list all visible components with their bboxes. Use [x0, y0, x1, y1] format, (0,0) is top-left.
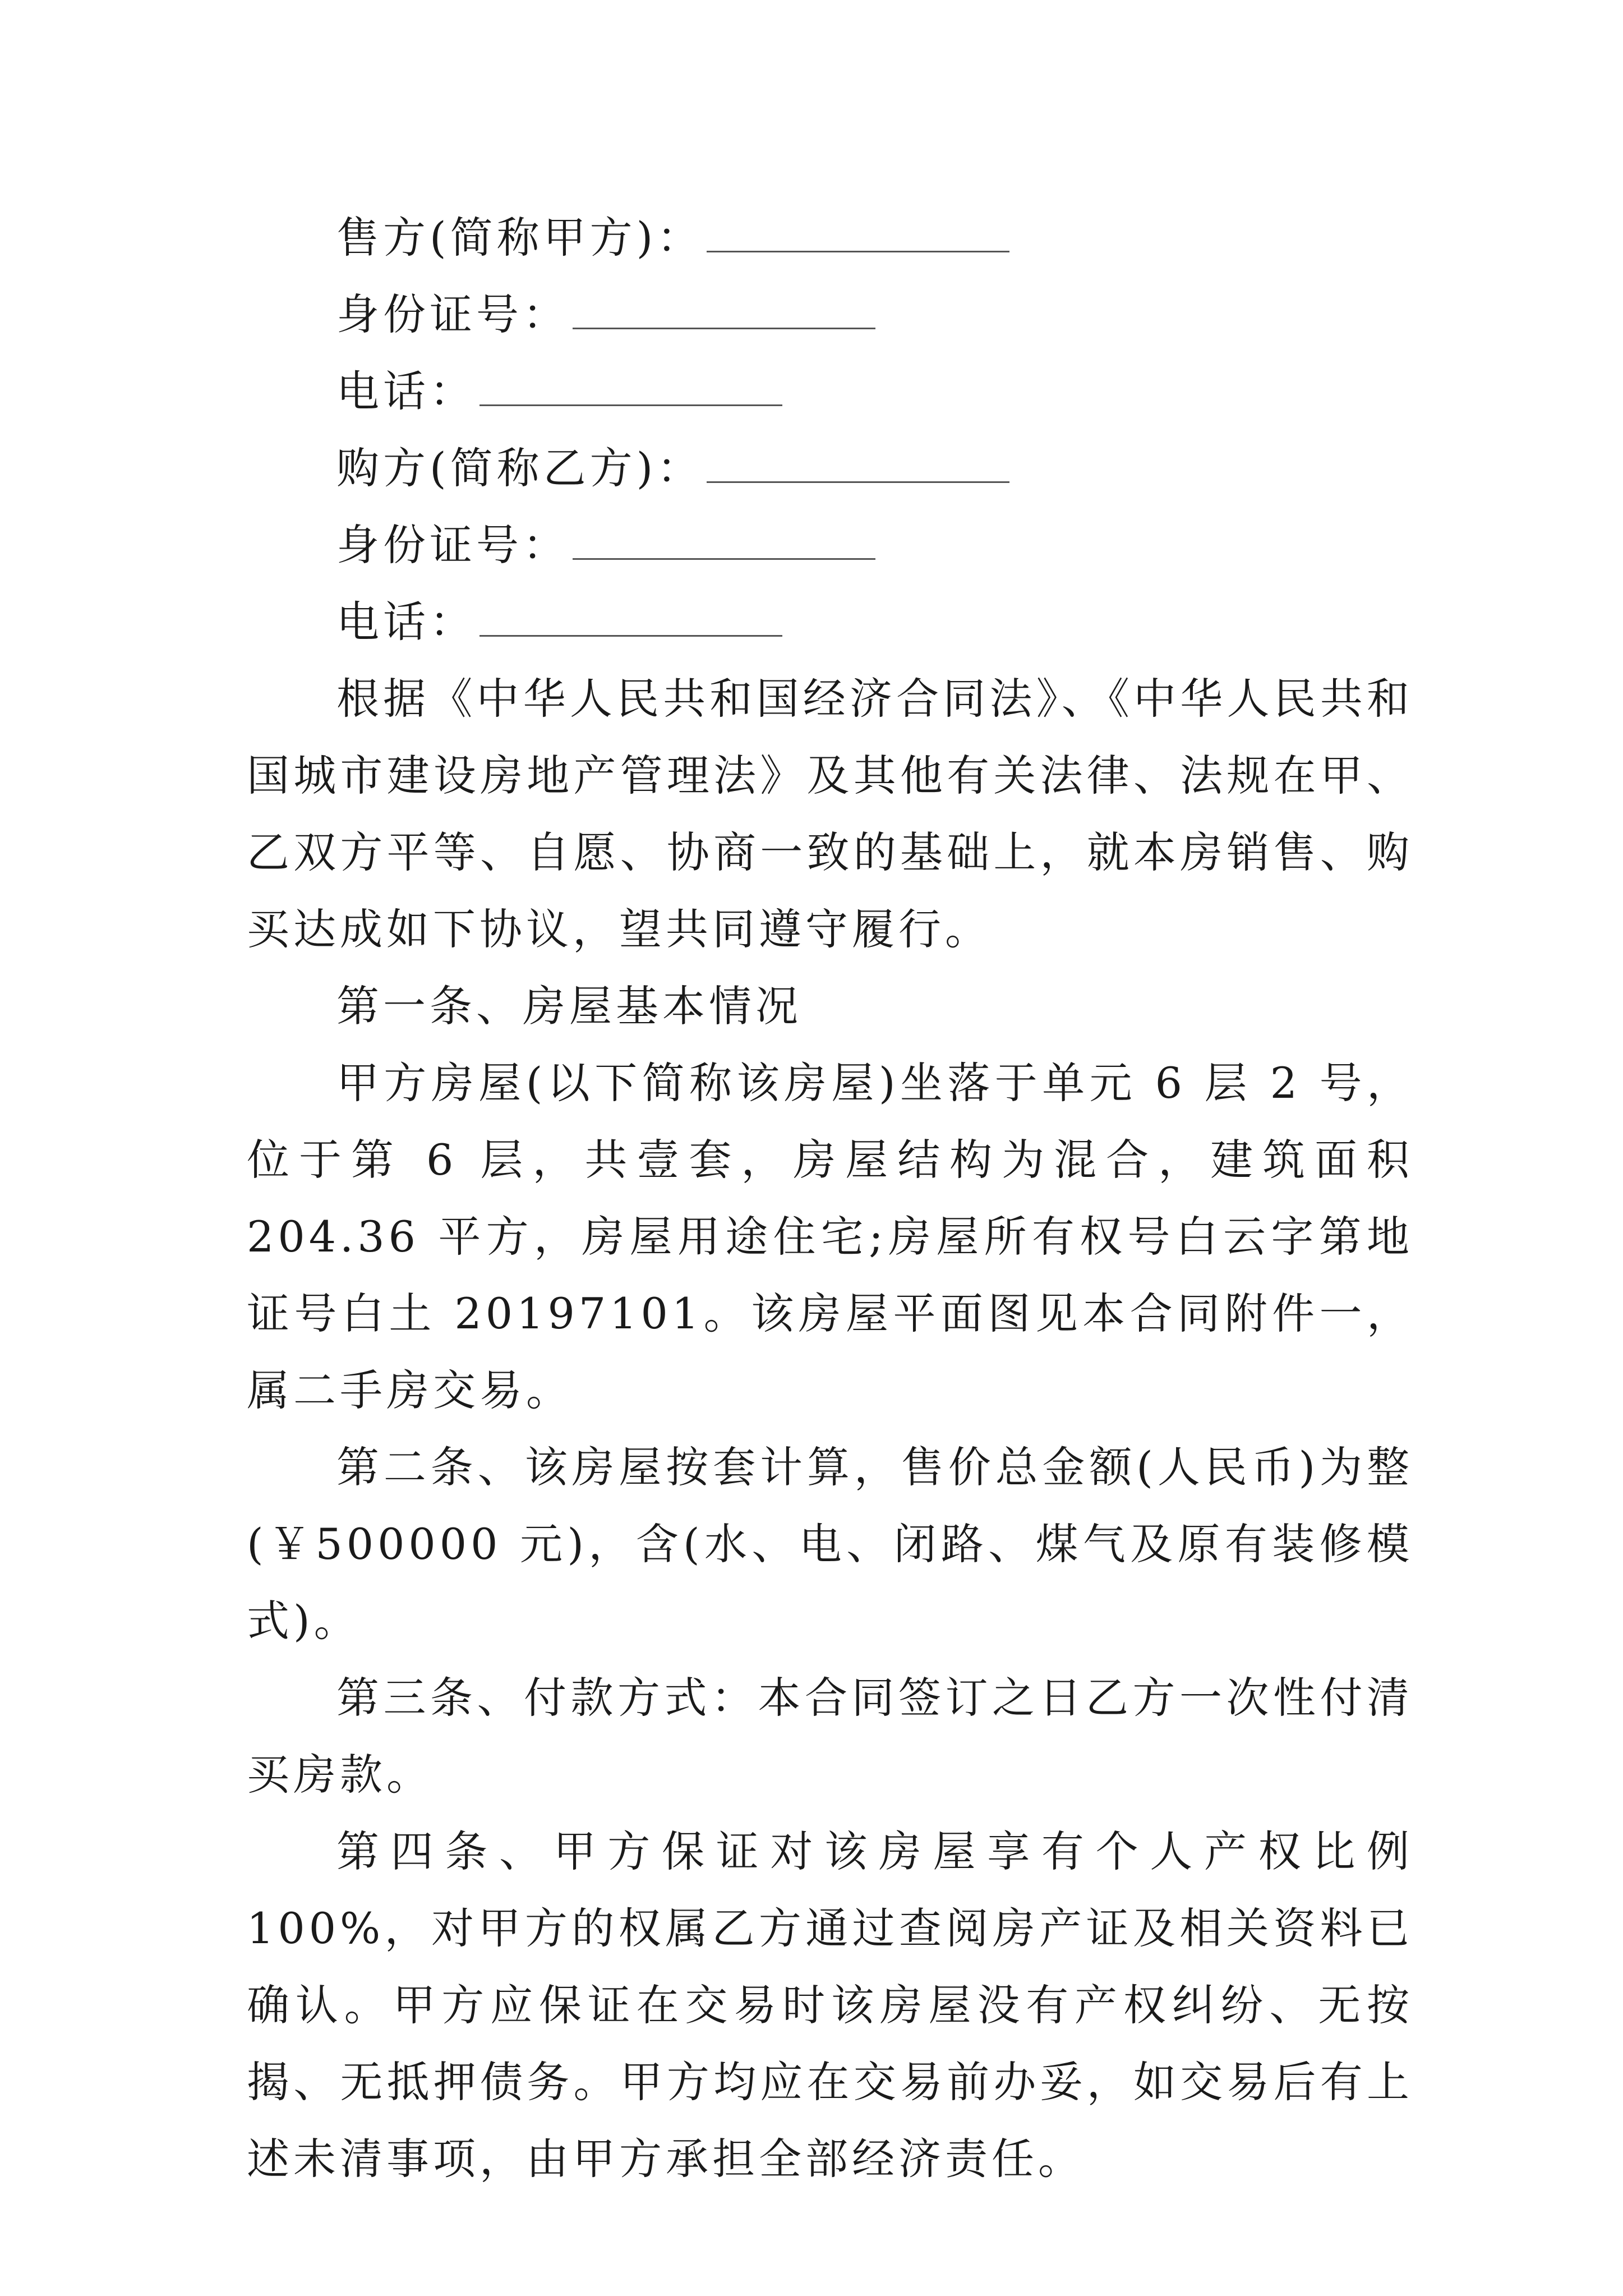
- article-3: 第三条、付款方式：本合同签订之日乙方一次性付清买房款。: [247, 1673, 1413, 1800]
- buyer-id-label: 身份证号：: [336, 520, 569, 570]
- seller-name-label: 售方(简称甲方)：: [336, 213, 704, 263]
- seller-phone-field: [247, 353, 1413, 430]
- intro-paragraph: 根据《中华人民共和国经济合同法》、《中华人民共和国城市建设房地产管理法》及其他有关法律、法规在甲、乙双方平等、自愿、协商一致的基础上，就本房销售、购买达成如下协议，望共同遵守履行。: [247, 674, 1413, 954]
- buyer-id-field: [247, 507, 1413, 583]
- article-4: 第四条、甲方保证对该房屋享有个人产权比例 100%，对甲方的权属乙方通过查阅房产证及相关资料已确认。甲方应保证在交易时该房屋没有产权纠纷、无按揭、无抵押债务。甲方均应在交易前办妥，如交易后有上述未清事项，由甲方承担全部经济责任。: [247, 1826, 1413, 2184]
- buyer-phone-field: [247, 583, 1413, 660]
- buyer-name-blank: [707, 448, 1009, 483]
- seller-id-field: [247, 276, 1413, 353]
- article-2: 第二条、该房屋按套计算，售价总金额(人民币)为整(￥500000 元)，含(水、电、闭路、煤气及原有装修模式)。: [247, 1442, 1413, 1646]
- article-1-title: 第一条、房屋基本情况: [336, 981, 802, 1031]
- buyer-name-label: 购方(简称乙方)：: [336, 443, 704, 493]
- buyer-phone-label: 电话：: [336, 597, 476, 647]
- buyer-phone-blank: [479, 601, 782, 637]
- contract-body: [247, 199, 1413, 2197]
- seller-name-field: [247, 199, 1413, 276]
- buyer-name-field: [247, 430, 1413, 507]
- article-1-body: 甲方房屋(以下简称该房屋)坐落于单元 6 层 2 号，位于第 6 层，共壹套，房屋结构为混合，建筑面积 204.36 平方，房屋用途住宅;房屋所有权号白云字第地证号白土 20197101。该房屋平面图见本合同附件一，属二手房交易。: [247, 1058, 1413, 1415]
- seller-phone-blank: [479, 371, 782, 406]
- seller-phone-label: 电话：: [336, 366, 476, 416]
- buyer-id-blank: [573, 524, 875, 560]
- seller-name-blank: [707, 217, 1009, 252]
- seller-id-label: 身份证号：: [336, 289, 569, 339]
- seller-id-blank: [573, 294, 875, 329]
